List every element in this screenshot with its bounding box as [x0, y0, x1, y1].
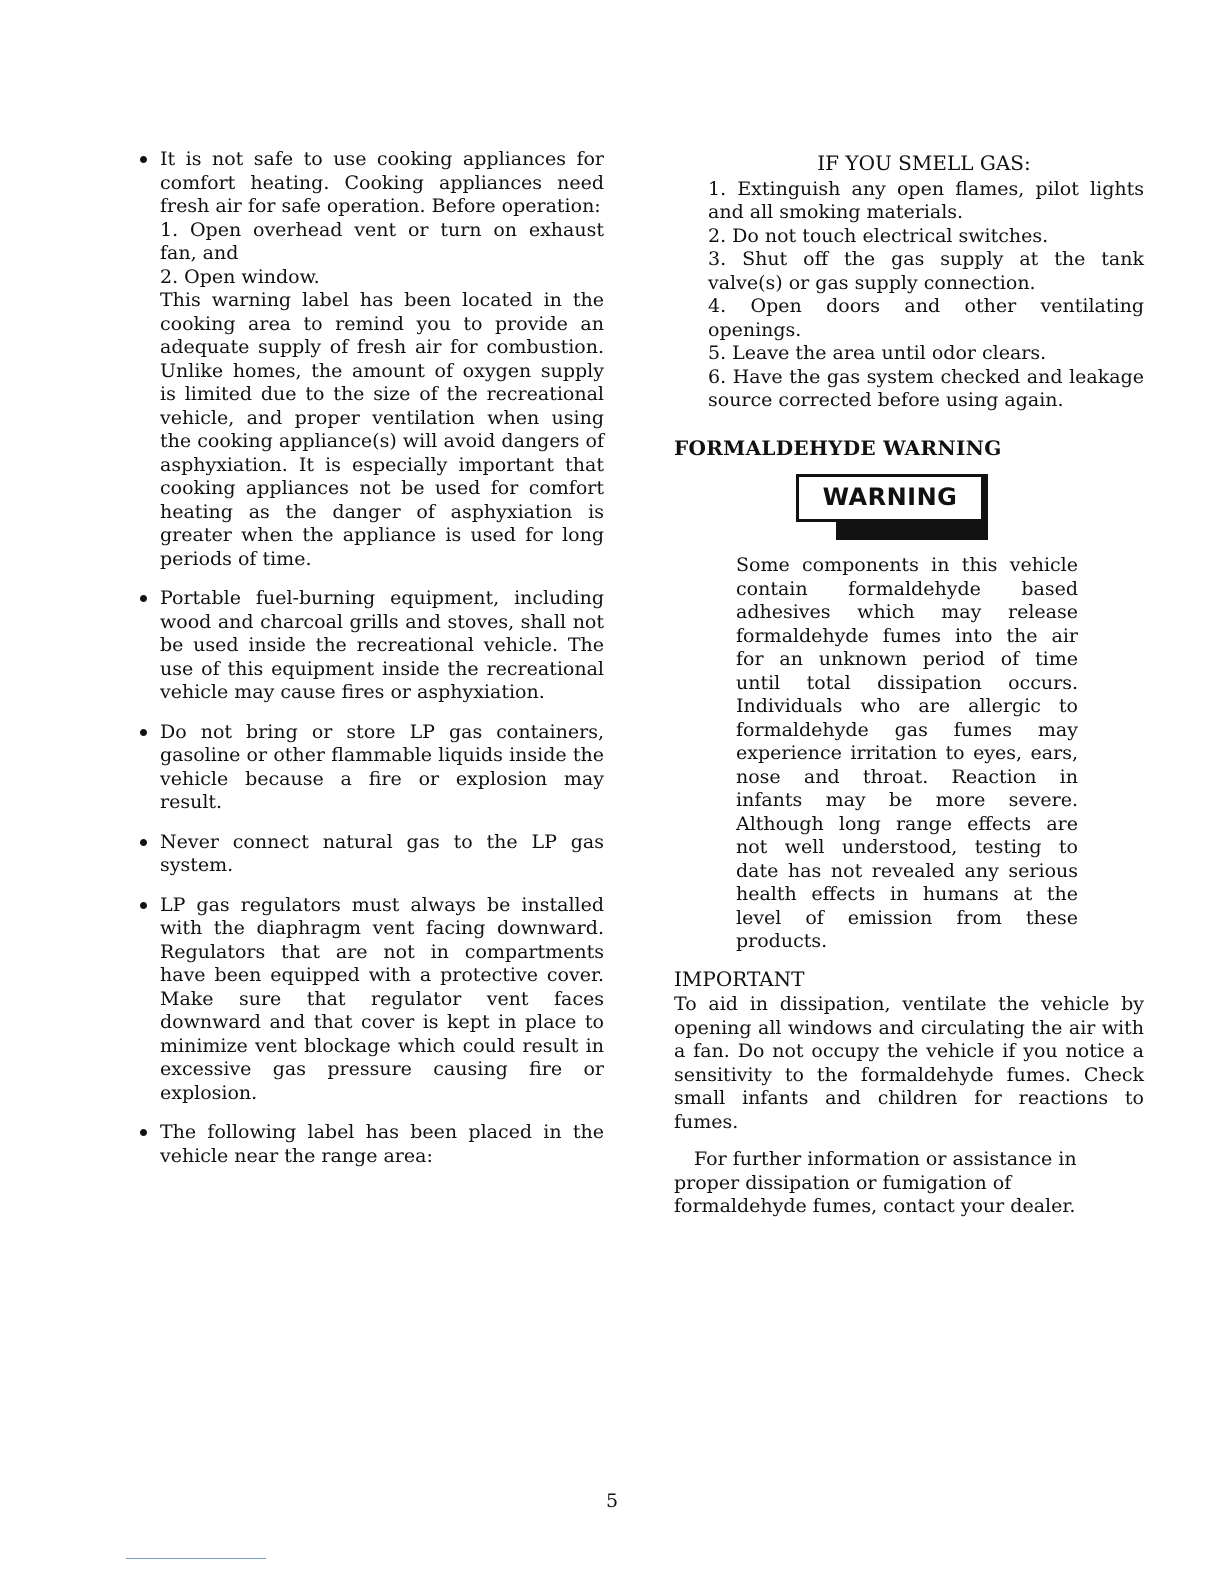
formaldehyde-heading: FORMALDEHYDE WARNING — [674, 435, 1002, 460]
step-item: 1. Open overhead vent or turn on exhaust fan, and — [160, 218, 604, 264]
smell-gas-heading: IF YOU SMELL GAS: — [817, 151, 1031, 175]
important-text: To aid in dissipation, ventilate the vehicle by opening all windows and circulating the air with a fan. Do not occupy the vehicle if you notice a sensitivity to the formaldehyde fumes. Check small infants and children for reactions to fumes. — [674, 993, 1144, 1133]
important-heading: IMPORTANT — [674, 966, 805, 991]
smell-gas-steps — [708, 178, 1144, 413]
footer-rule — [126, 1558, 266, 1559]
bullet-lp-containers: Do not bring or store LP gas containers, gasoline or other flammable liquids inside the vehicle because a fire or explosion may result. — [136, 721, 604, 815]
page-number: 5 — [605, 1490, 619, 1512]
bullet-cooking-appliances — [136, 148, 604, 571]
further-info-text: For further information or assistance in proper dissipation or fumigation of formaldehyde fumes, contact your dealer. — [674, 1148, 1077, 1217]
gas-step: 3. Shut off the gas supply at the tank valve(s) or gas supply connection. — [708, 248, 1144, 294]
left-column — [136, 148, 604, 1184]
warning-label: WARNING — [796, 474, 984, 522]
formaldehyde-warning-text: Some components in this vehicle contain formaldehyde based adhesives which may release formaldehyde fumes into the air for an unknown period of time until total dissipation occurs. Individuals who are allergic to formaldehyde gas fumes may experience irritation to eyes, ears, nose and throat. Reaction in infants may be more severe. Although long range effects are not well understood, testing to date has not revealed any serious health effects in humans at the level of emission from these products. — [736, 554, 1078, 952]
warning-label-graphic — [796, 474, 996, 540]
bullet-range-label: The following label has been placed in the vehicle near the range area: — [136, 1121, 604, 1168]
warning-label-shadow — [836, 522, 988, 540]
gas-step: 6. Have the gas system checked and leakage source corrected before using again. — [708, 365, 1144, 411]
gas-step: 1. Extinguish any open flames, pilot lights and all smoking materials. — [708, 177, 1144, 223]
bullet-natural-gas: Never connect natural gas to the LP gas system. — [136, 831, 604, 878]
gas-step: 4. Open doors and other ventilating openings. — [708, 295, 1144, 341]
bullet-text: It is not safe to use cooking appliances for comfort heating. Cooking appliances need fresh air for safe operation. Before operation: — [160, 148, 604, 217]
bullet-regulators: LP gas regulators must always be installed with the diaphragm vent facing downward. Regulators that are not in compartments have been equipped with a protective cover. Make sure that regulator vent faces downward and that cover is kept in place to minimize vent blockage which could result in excessive gas pressure causing fire or explosion. — [136, 894, 604, 1106]
gas-step: 2. Do not touch electrical switches. — [708, 224, 1049, 247]
bullet-portable-equipment: Portable fuel-burning equipment, including wood and charcoal grills and stoves, shall not be used inside the recreational vehicle. The use of this equipment inside the recreational vehicle may cause fires or asphyxiation. — [136, 587, 604, 705]
bullet-text: This warning label has been located in the cooking area to remind you to provide an adequate supply of fresh air for combustion. Unlike homes, the amount of oxygen supply is limited due to the size of the recreational vehicle, and proper ventilation when using the cooking appliance(s) will avoid dangers of asphyxiation. It is especially important that cooking appliances not be used for comfort heating as the danger of asphyxiation is greater when the appliance is used for long periods of time. — [160, 289, 604, 570]
gas-step: 5. Leave the area until odor clears. — [708, 342, 1047, 364]
right-column — [674, 152, 1144, 1219]
step-item: 2. Open window. — [160, 265, 320, 288]
